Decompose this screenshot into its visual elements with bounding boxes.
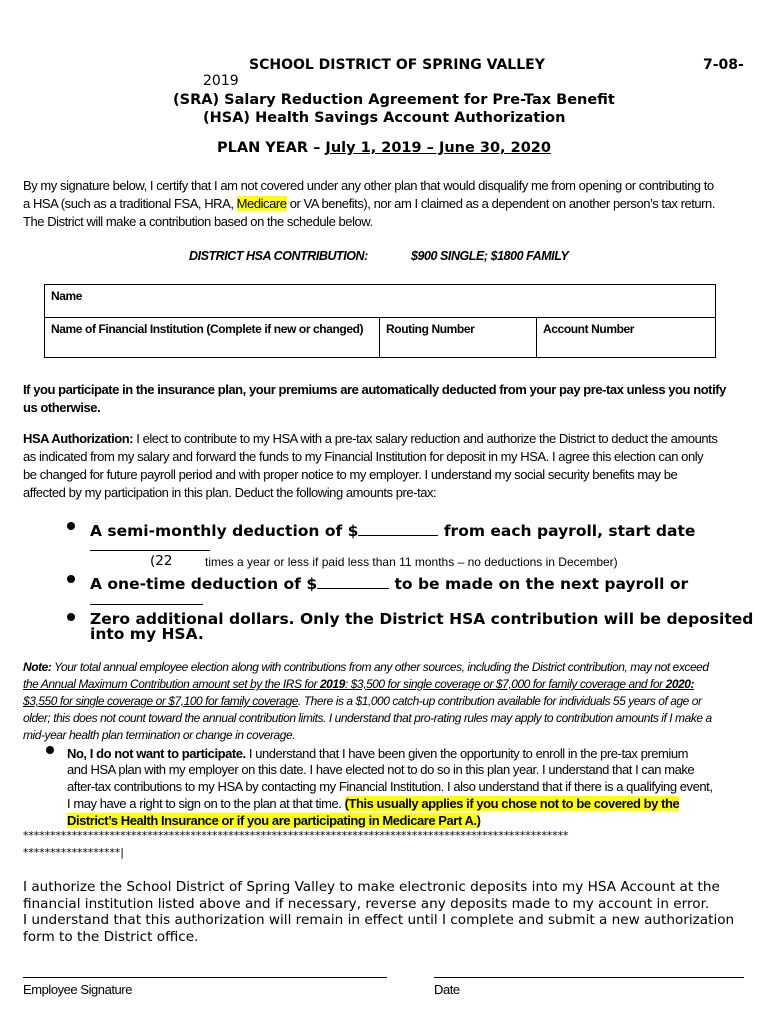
note-line4: older; this does not count toward the annual contribution limits. I understand that pro-rating rules may apply to contribution amounts if I make a	[23, 711, 712, 725]
deposit-line1: I authorize the School District of Spring Valley to make electronic deposits into my HSA Account at the	[23, 879, 720, 895]
decline-label: No, I do not want to participate.	[67, 746, 246, 761]
note-line3	[23, 693, 702, 710]
premium-note-line2: us otherwise.	[23, 400, 101, 415]
separator-line1: *****************************************************************************************************	[23, 829, 569, 842]
decline-line2: and HSA plan with my employer on this date. I have elected not to do so in this plan year. I understand that I can make	[67, 762, 695, 777]
info-form	[44, 284, 716, 358]
note-year-2019: 2019	[319, 677, 345, 691]
intro-line2	[23, 195, 715, 213]
semi-monthly-text-b: from each payroll, start date	[438, 522, 696, 540]
name-label: Name	[51, 289, 83, 303]
decline-text1: I understand that I have been given the opportunity to enroll in the pre-tax premium	[245, 746, 689, 761]
authorization-line3: be changed for future payroll period and with proper notice to my employer. I understand my social security benefits may be	[23, 467, 678, 482]
date-label: Date	[434, 982, 460, 997]
bullet-semi-monthly	[67, 522, 75, 530]
title-line2: (HSA) Health Savings Account Authorization	[203, 110, 566, 126]
title-line1: (SRA) Salary Reduction Agreement for Pre-Tax Benefit	[173, 92, 615, 108]
start-date-blank[interactable]	[90, 550, 210, 551]
semi-monthly-option	[90, 521, 695, 540]
note-line2	[23, 676, 694, 693]
one-time-amount-blank[interactable]	[317, 574, 389, 589]
date-signature-line[interactable]	[434, 977, 744, 978]
note-year-2020: 2020:	[665, 677, 695, 691]
employee-signature-label: Employee Signature	[23, 982, 132, 997]
separator-line2: ******************|	[23, 846, 124, 859]
medicare-highlight: Medicare	[236, 196, 287, 211]
note-line5: mid-year health plan termination or change in coverage.	[23, 728, 296, 742]
contribution-label: DISTRICT HSA CONTRIBUTION:	[189, 249, 368, 263]
semi-monthly-count: (22	[150, 553, 173, 569]
routing-field[interactable]	[380, 318, 537, 358]
contribution-amount: $900 SINGLE; $1800 FAMILY	[411, 249, 569, 263]
authorization-label: HSA Authorization:	[23, 431, 134, 446]
plan-year-label: PLAN YEAR –	[217, 140, 326, 156]
intro-line2-b: or VA benefits), nor am I claimed as a dependent on another person’s tax return.	[286, 196, 715, 211]
account-field[interactable]	[537, 318, 716, 358]
note-text1: Your total annual employee election along with contributions from any other sources, including the District contribution, may not exceed	[51, 660, 709, 674]
bullet-decline	[46, 746, 54, 754]
bullet-one-time	[67, 575, 75, 583]
intro-line3: The District will make a contribution based on the schedule below.	[23, 214, 373, 229]
semi-monthly-text-a: A semi-monthly deduction of $	[90, 522, 359, 540]
intro-line1: By my signature below, I certify that I am not covered under any other plan that would disqualify me from opening or contributing to	[23, 178, 714, 193]
decline-line4	[67, 795, 679, 813]
note-line2-a: the Annual Maximum Contribution amount set by the IRS for	[23, 677, 320, 691]
decline-highlight1: (This usually applies if you chose not to be covered by the	[344, 796, 680, 811]
employee-signature-line[interactable]	[23, 977, 387, 978]
decline-highlight2: District’s Health Insurance or if you are participating in Medicare Part A.)	[67, 813, 481, 828]
doc-date-part1: 7-08-	[703, 57, 744, 73]
deposit-line4: form to the District office.	[23, 929, 199, 945]
one-time-text-a: A one-time deduction of $	[90, 575, 318, 593]
decline-line5	[67, 812, 480, 830]
note-line3-a: $3,550 for single coverage or $7,100 for family coverage	[23, 694, 298, 708]
note-label: Note:	[23, 660, 52, 674]
one-time-option	[90, 574, 688, 593]
note-line1	[23, 659, 709, 676]
doc-date-part2: 2019	[203, 73, 239, 89]
decline-line3: after-tax contributions to my HSA by contacting my Financial Institution. I also understand that if there is a qualifying event,	[67, 779, 713, 794]
deposit-line3: I understand that this authorization will remain in effect until I complete and submit a new authorization	[23, 912, 735, 928]
note-line3-b: . There is a $1,000 catch-up contribution available for individuals 55 years of age or	[297, 694, 702, 708]
routing-label: Routing Number	[386, 322, 475, 336]
deposit-line2: financial institution listed above and if necessary, reverse any deposits made to my account in error.	[23, 896, 710, 912]
decline-line1	[67, 745, 688, 763]
account-label: Account Number	[543, 322, 635, 336]
decline-line4-a: I may have a right to sign on to the plan at that time.	[67, 796, 345, 811]
note-line2-b: : $3,500 for single coverage or $7,000 for family coverage and for	[344, 677, 666, 691]
authorization-line4: affected by my participation in this plan. Deduct the following amounts pre-tax:	[23, 485, 437, 500]
bullet-zero	[67, 613, 75, 621]
institution-label: Name of Financial Institution (Complete if new or changed)	[51, 322, 364, 336]
semi-monthly-note: times a year or less if paid less than 11 months – no deductions in December)	[205, 555, 618, 569]
institution-field[interactable]	[45, 318, 380, 358]
one-time-extra-blank[interactable]	[90, 604, 203, 605]
intro-line2-a: a HSA (such as a traditional FSA, HRA,	[23, 196, 237, 211]
one-time-text-b: to be made on the next payroll or	[389, 575, 689, 593]
authorization-text1: I elect to contribute to my HSA with a pre-tax salary reduction and authorize the District to deduct the amounts	[133, 431, 718, 446]
authorization-line1	[23, 430, 717, 448]
semi-monthly-amount-blank[interactable]	[358, 521, 438, 536]
name-field[interactable]	[45, 285, 716, 318]
plan-year-dates: July 1, 2019 – June 30, 2020	[325, 140, 551, 156]
premium-note-line1: If you participate in the insurance plan, your premiums are automatically deducted from your pay pre-tax unless you notify	[23, 382, 726, 397]
authorization-line2: as indicated from my salary and forward the funds to my Financial Institution for deposit in my HSA. I agree this election can only	[23, 449, 704, 464]
plan-year	[217, 140, 551, 156]
district-name: SCHOOL DISTRICT OF SPRING VALLEY	[249, 57, 545, 73]
zero-option-line2: into my HSA.	[90, 625, 204, 643]
zero-option-line1: Zero additional dollars. Only the District HSA contribution will be deposited	[90, 610, 754, 628]
